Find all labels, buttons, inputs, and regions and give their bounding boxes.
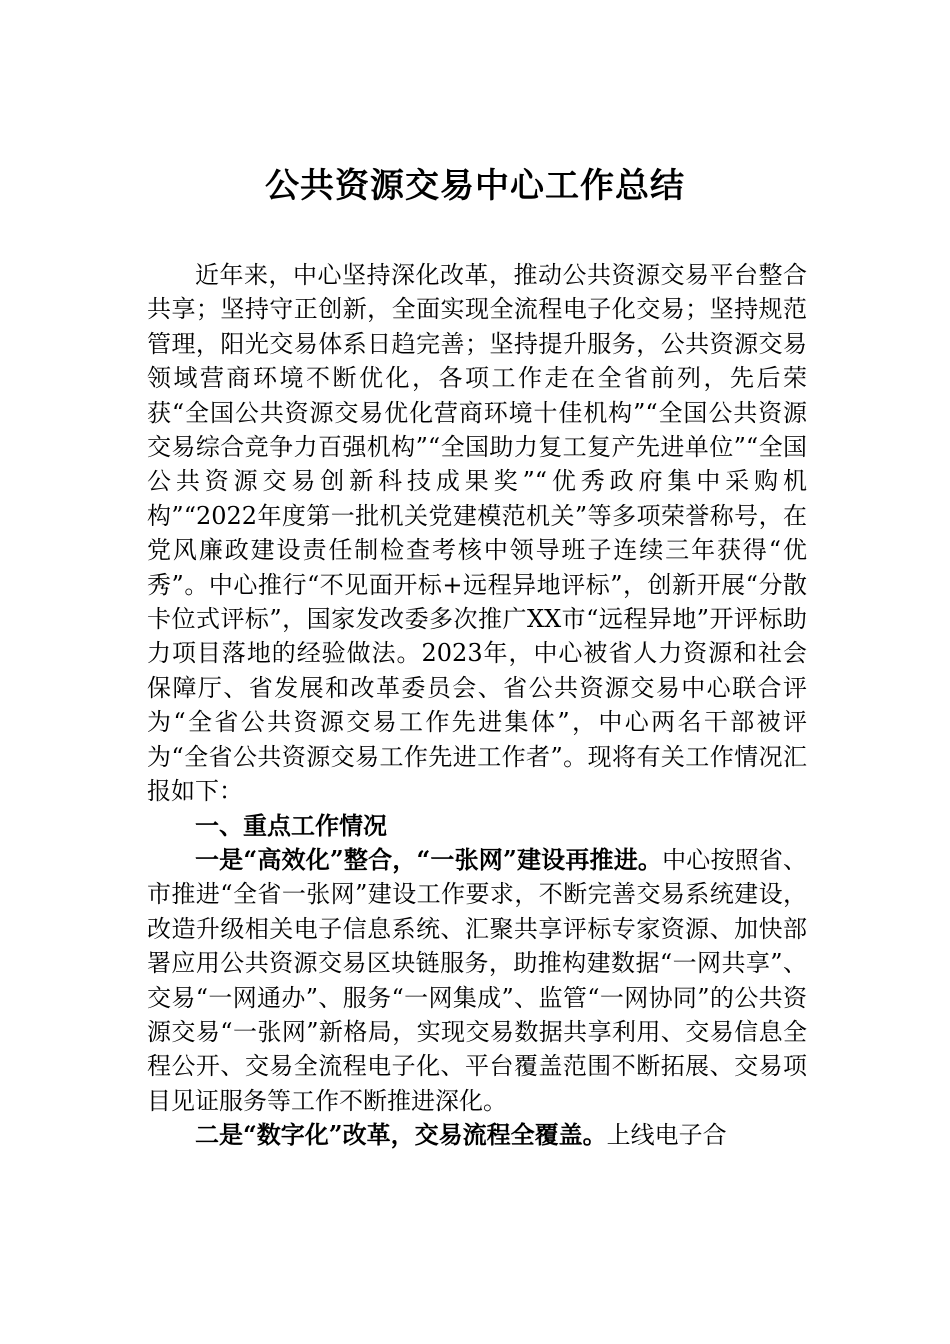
intro-paragraph: 近年来，中心坚持深化改革，推动公共资源交易平台整合共享；坚持守正创新，全面实现全流程电子化交易；坚持规范管理，阳光交易体系日趋完善；坚持提升服务，公共资源交易领域营商环境不断优化，各项工作走在全省前列，先后荣获“全国公共资源交易优化营商环境十佳机构”“全国公共资源交易综合竞争力百强机构”“全国助力复工复产先进单位”“全国公共资源交易创新科技成果奖”“优秀政府集中采购机构”“2022年度第一批机关党建模范机关”等多项荣誉称号，在党风廉政建设责任制检查考核中领导班子连续三年获得“优秀”。中心推行“不见面开标+远程异地评标”，创新开展“分散卡位式评标”，国家发改委多次推广XX市“远程异地”开评标助力项目落地的经验做法。2023年，中心被省人力资源和社会保障厅、省发展和改革委员会、省公共资源交易中心联合评为“全省公共资源交易工作先进集体”，中心两名干部被评为“全省公共资源交易工作先进工作者”。现将有关工作情况汇报如下： [147,261,807,806]
section-heading: 一、重点工作情况 [195,810,387,840]
paragraph-one [147,843,807,1118]
paragraph-one-lead: 一是“高效化”整合，“一张网”建设再推进。 [195,844,663,874]
paragraph-two-lead: 二是“数字化”改革，交易流程全覆盖。 [195,1120,607,1150]
document-body [147,258,807,1153]
paragraph-one-text: 中心按照省、市推进“全省一张网”建设工作要求，不断完善交易系统建设，改造升级相关电子信息系统、汇聚共享评标专家资源、加快部署应用公共资源交易区块链服务，助推构建数据“一网共享”、交易“一网通办”、服务“一网集成”、监管“一网协同”的公共资源交易“一张网”新格局，实现交易数据共享利用、交易信息全程公开、交易全流程电子化、平台覆盖范围不断拓展、交易项目见证服务等工作不断推进深化。 [147,845,808,1115]
paragraph-two [147,1118,807,1152]
document-title: 公共资源交易中心工作总结 [265,166,685,206]
paragraph-two-text: 上线电子合 [606,1121,727,1150]
